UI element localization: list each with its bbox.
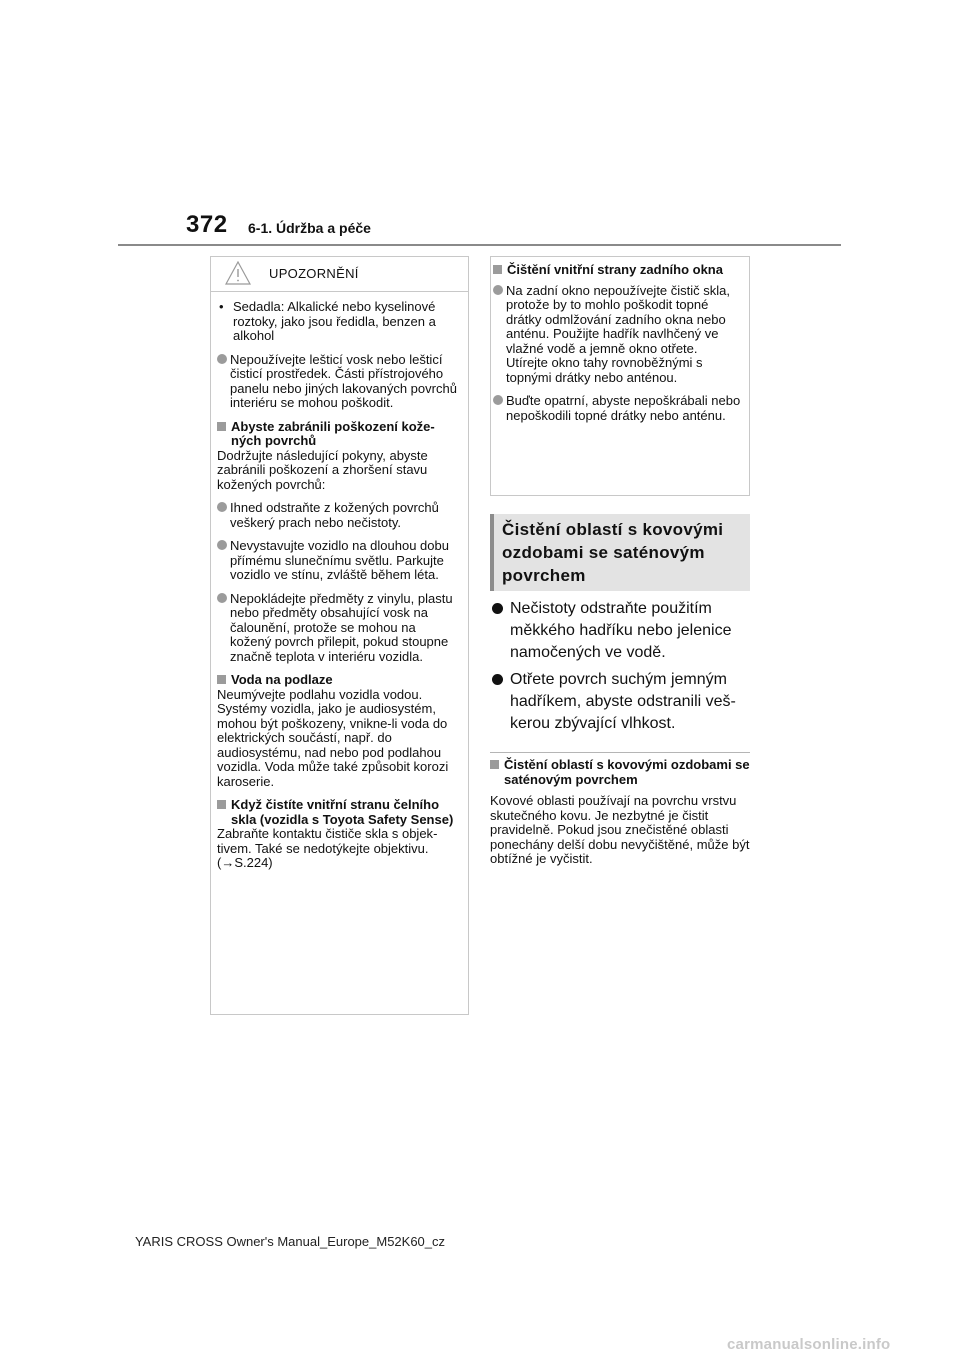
cleaning-steps — [490, 598, 760, 740]
rear-window-box — [490, 256, 750, 496]
satin-note — [490, 758, 752, 867]
bullet-dot-icon — [493, 285, 503, 295]
banner-line: povrchem — [502, 566, 586, 585]
windshield-text: Zabraňte kontaktu čističe skla s objektivem. Také se nedotýkejte objektivu. (→S.224) — [217, 826, 438, 870]
list-item: • Sedadla: Alkalické nebo kyselinové roztoky, jako jsou ředidla, benzen a alkohol — [219, 299, 436, 343]
water-heading: Voda na podlaze — [217, 673, 460, 688]
warning-title: UPOZORNĚNÍ — [269, 266, 359, 281]
banner-line: ozdobami se saténovým — [502, 543, 705, 562]
square-marker-icon — [490, 760, 499, 769]
bullet-dot-icon — [493, 395, 503, 405]
satin-subheading: Čistění oblastí s kovovými ozdobami se saténovým povrchem — [490, 758, 752, 787]
list-item: Nečistoty odstraňte použitím měkkého hadříku nebo jelenice namočených ve vodě. — [490, 598, 760, 664]
water-text: Neumývejte podlahu vozidla vodou. Systémy vozidla, jako je audiosystém, mohou být poškozeny, vnikne-li voda do elektrických součástí, např. do audiosystému, nad nebo pod podlahou vozidla. Voda může také způsobit korozi karoserie. — [217, 686, 449, 789]
bullet-dot-icon — [492, 603, 503, 614]
footer-text: YARIS CROSS Owner's Manual_Europe_M52K60_cz — [134, 1234, 446, 1249]
bullet-dot-icon — [217, 540, 227, 550]
header-divider — [118, 244, 841, 246]
divider — [490, 752, 750, 753]
square-marker-icon — [217, 422, 226, 431]
list-item: Nevystavujte vozidlo na dlouhou dobu přímému slunečnímu světlu. Parkujte vozidlo ve stínu, zvláště během léta. — [217, 539, 460, 583]
section-banner — [490, 514, 750, 591]
section-title: 6-1. Údržba a péče — [248, 220, 371, 236]
leather-text: Dodržujte následující pokyny, abyste zabránili poškození a zhoršení stavu kožených povrchů: — [217, 447, 428, 492]
leather-heading: Abyste zabránili poškození kožených povrchů — [217, 420, 460, 449]
list-item: Ihned odstraňte z kožených povrchů veškerý prach nebo nečistoty. — [217, 501, 460, 530]
square-marker-icon — [217, 800, 226, 809]
bullet-dot-icon — [217, 593, 227, 603]
list-item: Nepokládejte předměty z vinylu, plastu nebo předměty obsahující vosk na čalounění, protože se mohou na kožený povrch přilepit, pokud stoupne značně teplota v interiéru vozidla. — [217, 592, 460, 665]
satin-text: Kovové oblasti používají na povrchu vrstvu skutečného kovu. Je nezbytné je čistit pravidelně. Pokud jsou znečistěné oblasti ponechány delší dobu nevyčištěné, může být obtížné je vyčistit. — [490, 793, 750, 866]
rear-window-heading: Čištění vnitřní strany zadního okna — [493, 263, 741, 278]
bullet-dot-icon — [217, 502, 227, 512]
list-item: Otřete povrch suchým jemným hadříkem, abyste odstranili veškerou zbývající vlhkost. — [490, 669, 760, 735]
dash-marker: • — [219, 299, 224, 314]
bullet-dot-icon — [217, 354, 227, 364]
watermark: carmanualsonline.info — [727, 1336, 891, 1353]
square-marker-icon — [217, 675, 226, 684]
list-item: Na zadní okno nepoužívejte čistič skla, protože by to mohlo poškodit topné drátky odmlžování zadního okna nebo anténu. Použijte hadřík navlhčený ve vlažné vodě a jemně okno otřete. Utírejte okno tahy rovnoběžnými s topnými drátky nebo anténou. — [493, 284, 741, 386]
list-item: Buďte opatrní, abyste nepoškrábali nebo nepoškodili topné drátky nebo anténu. — [493, 394, 741, 423]
banner-line: Čistění oblastí s kovovými — [502, 520, 724, 539]
page-number: 372 — [186, 211, 228, 238]
list-item: Nepoužívejte lešticí vosk nebo lešticí čisticí prostředek. Části přístrojového panelu nebo jiných lakovaných povrchů interiéru se mohou poškodit. — [217, 353, 460, 411]
warning-triangle-icon — [225, 261, 251, 285]
warning-header — [211, 257, 468, 292]
bullet-dot-icon — [492, 674, 503, 685]
warning-box — [210, 256, 469, 1015]
square-marker-icon — [493, 265, 502, 274]
page-reference-link[interactable]: (→S.224) — [217, 855, 273, 870]
windshield-heading: Když čistíte vnitřní stranu čelního skla (vozidla s Toyota Safety Sense) — [217, 798, 460, 827]
